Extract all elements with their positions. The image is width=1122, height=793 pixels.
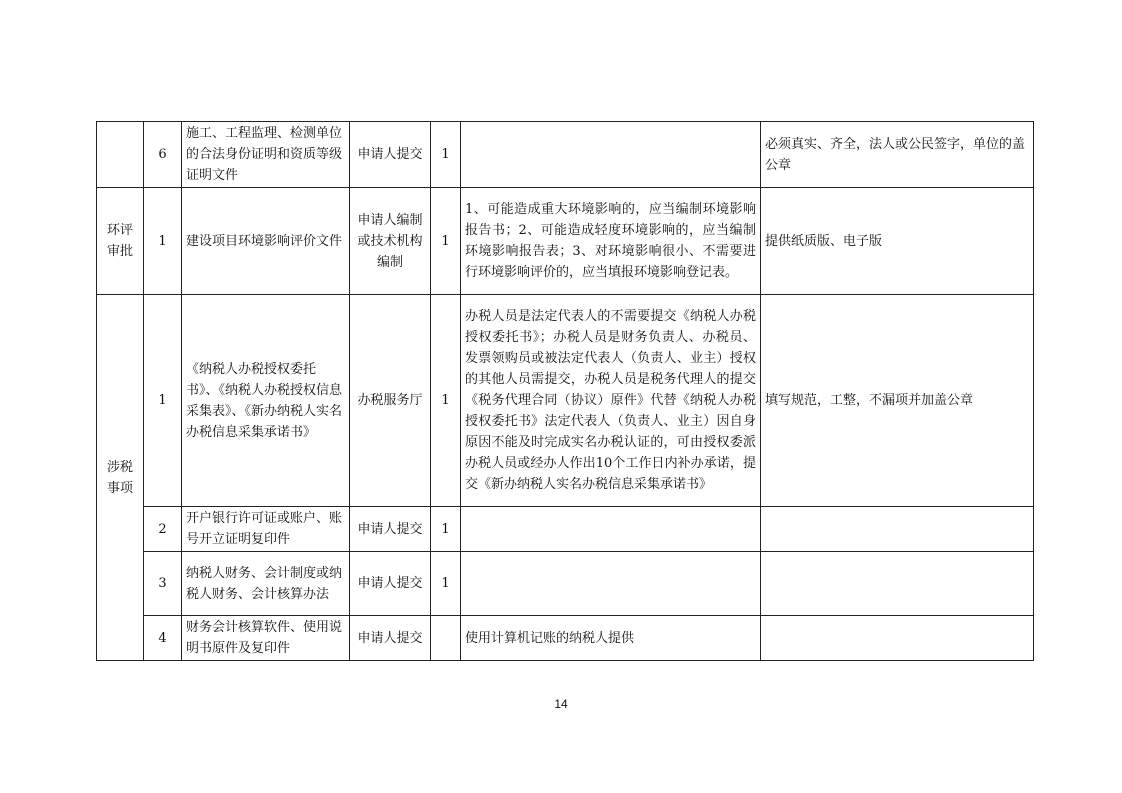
table-row <box>97 188 1034 295</box>
material-name: 开户银行许可证或账户、账号开立证明复印件 <box>182 507 350 552</box>
notes-cell: 必须真实、齐全，法人或公民签字，单位的盖公章 <box>761 122 1034 188</box>
item-number: 3 <box>144 552 182 616</box>
source-cell: 申请人提交 <box>350 507 431 552</box>
notes-cell: 提供纸质版、电子版 <box>761 188 1034 295</box>
copies-cell: 1 <box>431 122 461 188</box>
requirement-cell <box>461 122 761 188</box>
source-cell: 申请人编制或技术机构编制 <box>350 188 431 295</box>
material-name: 《纳税人办税授权委托书》、《纳税人办税授权信息采集表》、《新办纳税人实名办税信息采集承诺书》 <box>182 295 350 507</box>
copies-cell: 1 <box>431 188 461 295</box>
table-row <box>97 616 1034 661</box>
table-row <box>97 295 1034 507</box>
item-number: 4 <box>144 616 182 661</box>
material-name: 财务会计核算软件、使用说明书原件及复印件 <box>182 616 350 661</box>
item-number: 6 <box>144 122 182 188</box>
category-cell: 涉税事项 <box>97 295 144 661</box>
requirement-cell: 1、可能造成重大环境影响的，应当编制环境影响报告书；2、可能造成轻度环境影响的，应当编制环境影响报告表；3、对环境影响很小、不需要进行环境影响评价的，应当填报环境影响登记表。 <box>461 188 761 295</box>
source-cell: 申请人提交 <box>350 122 431 188</box>
copies-cell: 1 <box>431 507 461 552</box>
notes-cell <box>761 552 1034 616</box>
copies-cell: 1 <box>431 295 461 507</box>
table-row <box>97 507 1034 552</box>
table-row <box>97 552 1034 616</box>
page-number: 14 <box>554 697 568 711</box>
copies-cell: 1 <box>431 552 461 616</box>
category-cell <box>97 122 144 188</box>
source-cell: 办税服务厅 <box>350 295 431 507</box>
requirement-cell <box>461 507 761 552</box>
requirement-cell <box>461 552 761 616</box>
materials-table <box>96 121 1034 661</box>
table-row <box>97 122 1034 188</box>
source-cell: 申请人提交 <box>350 552 431 616</box>
requirement-cell: 使用计算机记账的纳税人提供 <box>461 616 761 661</box>
material-name: 纳税人财务、会计制度或纳税人财务、会计核算办法 <box>182 552 350 616</box>
notes-cell <box>761 616 1034 661</box>
copies-cell <box>431 616 461 661</box>
source-cell: 申请人提交 <box>350 616 431 661</box>
notes-cell: 填写规范，工整，不漏项并加盖公章 <box>761 295 1034 507</box>
notes-cell <box>761 507 1034 552</box>
item-number: 2 <box>144 507 182 552</box>
requirement-cell: 办税人员是法定代表人的不需要提交《纳税人办税授权委托书》；办税人员是财务负责人、办税员、发票领购员或被法定代表人（负责人、业主）授权的其他人员需提交，办税人员是税务代理人的提交《税务代理合同（协议）原件》代替《纳税人办税授权委托书》法定代表人（负责人、业主）因自身原因不能及时完成实名办税认证的，可由授权委派办税人员或经办人作出10个工作日内补办承诺，提交《新办纳税人实名办税信息采集承诺书》 <box>461 295 761 507</box>
item-number: 1 <box>144 188 182 295</box>
material-name: 建设项目环境影响评价文件 <box>182 188 350 295</box>
item-number: 1 <box>144 295 182 507</box>
material-name: 施工、工程监理、检测单位的合法身份证明和资质等级证明文件 <box>182 122 350 188</box>
category-cell: 环评审批 <box>97 188 144 295</box>
